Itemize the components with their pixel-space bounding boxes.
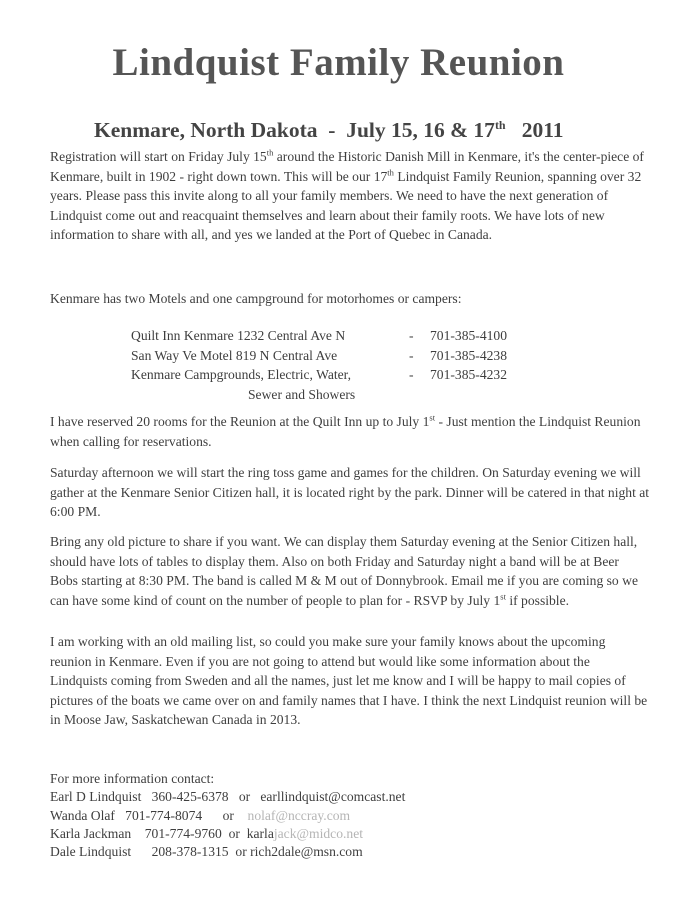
lodging-item [131, 326, 508, 346]
paragraph-text: around the Historic Danish Mill in Kenmare, it's the center-piece of Kenmare, built in 1902 - right down town. This will be our 17 [50, 149, 644, 184]
paragraph-lodging-intro: Kenmare has two Motels and one campground for motorhomes or campers: [50, 291, 462, 306]
contact-name: Dale Lindquist [50, 844, 132, 860]
ordinal-suffix: th [266, 147, 274, 158]
paragraph-text: I have reserved 20 rooms for the Reunion at the Quilt Inn up to July 1 [50, 414, 430, 429]
contact-email-part[interactable]: karla [246, 825, 274, 841]
lodging-name: San Way Ve Motel 819 N Central Ave [131, 347, 338, 363]
lodging-continuation: Sewer and Showers [248, 386, 356, 402]
event-year: 2011 [521, 118, 564, 143]
ordinal-suffix: st [500, 590, 506, 601]
contact-email-part[interactable]: jack@midco.net [273, 825, 364, 841]
event-dates-suffix: th [494, 118, 506, 132]
contact-phone: 701-774-8074 [125, 807, 203, 823]
lodging-phone: 701-385-4100 [430, 328, 508, 343]
lodging-name: Kenmare Campgrounds, Electric, Water, [131, 367, 352, 382]
contact-or: or [235, 844, 247, 860]
paragraph-rooms [50, 412, 650, 451]
contact-email[interactable]: nolaf@nccray.com [247, 807, 351, 823]
contact-name: Karla Jackman [50, 825, 132, 841]
contact-email[interactable]: rich2dale@msn.com [250, 844, 363, 860]
event-location: Kenmare, North Dakota [94, 118, 318, 143]
lodging-dash: - [409, 367, 414, 382]
contact-email[interactable]: earllindquist@comcast.net [260, 789, 406, 805]
contact-row [50, 825, 405, 843]
lodging-phone: 701-385-4232 [430, 367, 508, 382]
paragraph-text: Lindquist Family Reunion, spanning over 32 years. Please pass this invite along to all your family members. We need to have the next generation of Lindquist come out and reacquaint themselves and learn about their family roots. We have lots of new information to share with all, and yes we landed at the Port of Quebec in Canada. [50, 168, 642, 242]
lodging-item [131, 365, 508, 385]
contact-heading: For more information contact: [50, 771, 215, 786]
ordinal-suffix: st [429, 412, 436, 423]
contact-or: or [238, 789, 251, 805]
lodging-dash: - [409, 328, 414, 343]
paragraph-text: if possible. [505, 592, 570, 608]
paragraph-saturday: Saturday afternoon we will start the ring toss game and games for the children. On Saturday evening we will gather at the Kenmare Senior Citizen hall, it is located right by the park. Dinner will be catered in that night at 6:00 PM. [50, 465, 650, 519]
lodging-phone: 701-385-4238 [430, 347, 508, 363]
contact-row [50, 843, 405, 861]
contact-phone: 360-425-6378 [151, 789, 229, 805]
page-title: Lindquist Family Reunion [112, 41, 565, 84]
paragraph-text: Bring any old picture to share if you want. We can display them Saturday evening at the Senior Citizen hall, should have lots of tables to display them. Also on both Friday and Saturday night a band will be at Beer Bobs starting at 8:30 PM. The band is called M & M out of Donnybrook. Email me if you are coming so we can have some kind of count on the number of people to plan for - RSVP by July 1 [50, 534, 638, 608]
lodging-dash: - [409, 347, 414, 363]
contact-name: Wanda Olaf [50, 807, 115, 823]
paragraph-pictures [50, 532, 650, 610]
lodging-name: Quilt Inn Kenmare 1232 Central Ave N [131, 328, 346, 343]
contact-phone: 701-774-9760 [144, 825, 222, 841]
contact-or: or [228, 825, 240, 841]
paragraph-mailing-list: I am working with an old mailing list, so could you make sure your family knows about the upcoming reunion in Kenmare. Even if you are not going to attend but would like some information about the Lindquists coming from Sweden and all the names, just let me know and I will be happy to mail copies of pictures of the boats we came over on and family names that I have. I think the next Lindquist reunion will be in Moose Jaw, Saskatchewan Canada in 2013. [50, 634, 648, 727]
paragraph-text: - Just mention the Lindquist Reunion when calling for reservations. [50, 414, 641, 449]
contact-block [50, 770, 405, 861]
subtitle-separator: - [328, 118, 336, 143]
paragraph-registration [50, 147, 650, 245]
contact-row [50, 788, 405, 806]
paragraph-text: Registration will start on Friday July 15 [50, 149, 267, 164]
ordinal-suffix: th [387, 166, 394, 177]
contact-or: or [222, 807, 234, 823]
lodging-item [131, 346, 508, 366]
event-subtitle [94, 118, 564, 143]
lodging-list [131, 326, 508, 404]
contact-phone: 208-378-1315 [151, 844, 229, 860]
contact-name: Earl D Lindquist [50, 789, 142, 805]
contact-row [50, 807, 405, 825]
event-dates: July 15, 16 & 17 [346, 118, 495, 143]
